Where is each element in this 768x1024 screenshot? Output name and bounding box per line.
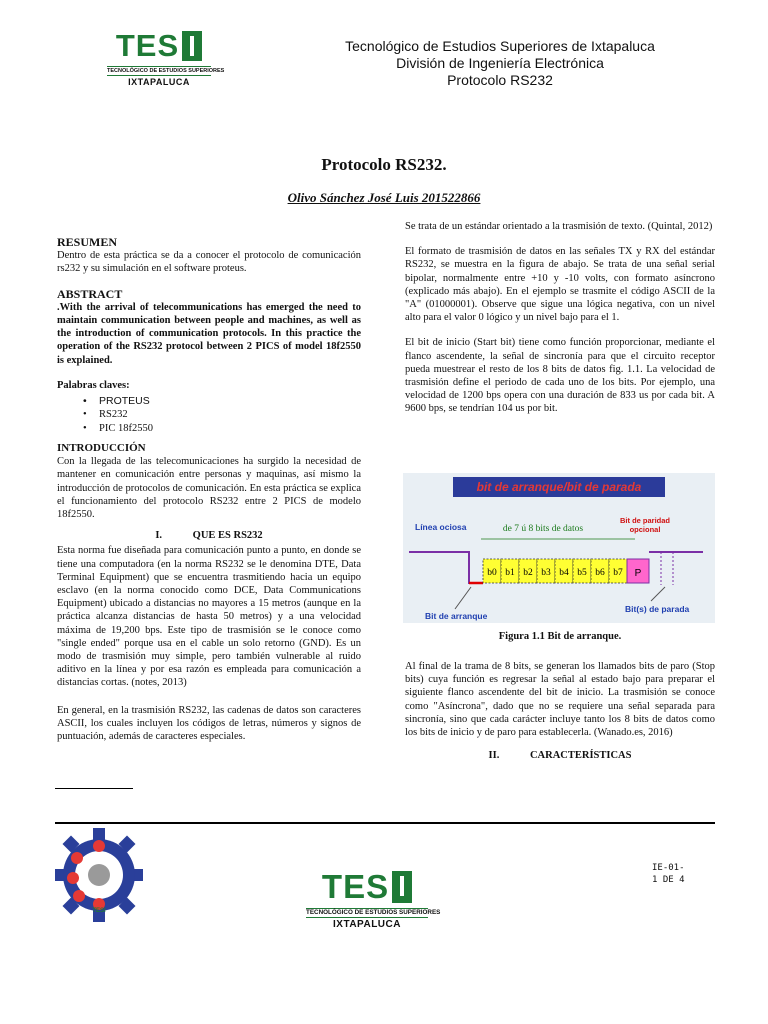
figure-caption: Figura 1.1 Bit de arranque. [498,631,622,642]
data-bit-label: b5 [577,568,587,578]
tes-logo-footer [306,868,441,930]
intro-text: Con la llegada de las telecomunicaciones ha surgido la necesidad de mantener en comunicación entre personas y maquinas, así mismo la introducción de protocolos de comunicación. En esta práctica se explica el funcionamiento del protocolo RS232 entre 2 PICS de modelo 18f2550. [57,456,361,521]
data-bit-label: b4 [559,568,569,578]
section-2-number: II. [488,750,500,762]
header-line-3: Protocolo RS232 [447,72,553,88]
tes-logo-header [107,28,225,87]
data-bits-label: de 7 ú 8 bits de datos [502,524,584,534]
abstract-text: .With the arrival of telecommunications has emerged the need to maintain communication between people and machines, as well as the introduction of communication protocols. In this practice the operation of the RS232 protocol between 2 PICS of model 18f2550 is explained. [57,301,361,366]
right-paragraph-3: El bit de inicio (Start bit) tiene como función proporcionar, mediante el flanco ascendente, la señal de sincronía para que el circuito receptor pueda muestrear el resto de los 8 bits de datos fig. 1.1. La velocidad de trasmisión define el periodo de cada uno de los bits. Por ejemplo, una velocidad de 1200 bps opera con una duración de 833 us por cada bit. A 9600 bps, se tendrían 104 us por bit. [405,337,715,415]
figure-banner-text: bit de arranque/bit de parada [476,480,642,494]
section-2-heading [405,749,715,762]
data-bit-label: b0 [487,568,497,578]
logo-box-icon [182,31,202,61]
section-1-paragraph-2: En general, en la trasmisión RS232, las cadenas de datos son caracteres ASCII, los cuales incluyen los códigos de letras, números y signos de puntuación, además de caracteres especiales. [57,704,361,743]
resumen-heading: RESUMEN [57,235,118,249]
gear-label: TESI [92,908,106,914]
footnote-line [55,788,133,789]
section-2-title: CARACTERÍSTICAS [529,750,632,762]
left-column [57,236,361,755]
start-bit-figure [403,473,715,623]
right-paragraph-1: Se trata de un estándar orientado a la trasmisión de texto. (Quintal, 2012) [405,221,713,232]
keyword-item: • RS232 [99,408,361,422]
stop-bits-label: Bit(s) de parada [625,604,690,614]
data-bit-label: b2 [523,568,533,578]
footer-logo-mark: TES [321,868,390,905]
keyword-item: • PROTEUS [99,394,361,408]
resumen-text: Dentro de esta práctica se da a conocer el protocolo de comunicación rs232 y su simulación en el software proteus. [57,250,361,275]
start-bit-label: Bit de arranque [425,611,488,621]
keywords-list [57,394,361,436]
data-bit-label: b6 [595,568,605,578]
data-bit-label: b1 [505,568,515,578]
logo-mark: TES [115,28,180,63]
keywords-label: Palabras claves [57,379,127,391]
author: Olivo Sánchez José Luis 201522866 [287,190,481,205]
footer-rule [55,822,715,824]
data-bit-cells [483,559,627,583]
header-line-2: División de Ingeniería Electrónica [396,55,604,71]
section-1-title: QUE ES RS232 [192,530,263,542]
section-1-heading [57,529,361,542]
header-line-1: Tecnológico de Estudios Superiores de Ixtapaluca [345,38,655,54]
data-bit-label: b7 [613,568,623,578]
reference-code: IE-01- [652,863,685,873]
parity-label-1: Bit de paridad [619,516,671,525]
keywords-heading: Palabras claves: [57,379,130,391]
keyword-item: • PIC 18f2550 [99,422,361,436]
right-paragraph-2: El formato de trasmisión de datos en las señales TX y RX del estándar RS232, se muestra en la figura de abajo. Se trata de una señal serial bipolar, normalmente entre +10 y -10 volts, con formato asíncrono (explicado más abajo). En el ejemplo se trasmite el código ASCII de la "A" (01000001). Observe que sigue una lógica negativa, con un nivel alto para el valor 0 lógico y un nivel bajo para el 1. [405,246,715,324]
parity-label-2: opcional [629,525,661,534]
logo-line1: TECNOLÓGICO DE ESTUDIOS SUPERIORES [107,68,225,74]
intro-heading: INTRODUCCIÓN [57,442,146,455]
gear-emblem-icon [55,828,143,922]
document-title: Protocolo RS232. [321,155,447,174]
page-count: 1 DE 4 [652,875,685,885]
section-1-number: I. [155,530,163,542]
parity-bit-text: P [634,568,642,579]
logo-line2: IXTAPALUCA [128,77,190,87]
section-1-paragraph-1: Esta norma fue diseñada para comunicación punto a punto, en donde se tiene una computadora (en la norma RS232 se le denomina DTE, Data Terminal Equipment) que se encuentra trasmitiendo hacia un equipo esclavo (en la norma conocido como DCE, Data Communications Equipment) ubicado a distancias no mayores a 15 metros (aunque en la práctica alcanza distancias de hasta 50 metros) y a una velocidad máxima de 19,200 bps. Este tipo de trasmisión se le conoce como "single ended" porque usa en el cable un solo retorno (GND). Es un modo de trasmisión muy simple, pero también vulnerable al ruido aditivo en la línea y por esa razón es empleada para comunicación a distancias cortas. (notes, 2013) [57,545,361,689]
data-bit-label: b3 [541,568,551,578]
footer-logo-box-icon [392,871,412,903]
header-text [230,38,768,89]
right-column-lower [405,660,715,762]
footer-logo-line2: IXTAPALUCA [333,919,401,930]
document-reference [652,862,685,886]
abstract-heading: ABSTRACT [57,286,123,301]
footer-logo-line1: TECNOLÓGICO DE ESTUDIOS SUPERIORES [306,909,441,916]
idle-line-label: Línea ociosa [415,522,467,532]
right-column [405,220,715,428]
right-paragraph-4: Al final de la trama de 8 bits, se generan los llamados bits de paro (Stop bits) cuya función es regresar la señal al estado bajo para preparar el siguiente flanco ascendente del bit de inicio. La trasmisión se conoce como "Asíncrona", dado que no se requiere una señal separada para sincronía, sino que cada carácter incluye tanto los 8 bits de datos como los bits de inicio y de paro para establecerla. (Wanado.es, 2016) [405,661,715,739]
